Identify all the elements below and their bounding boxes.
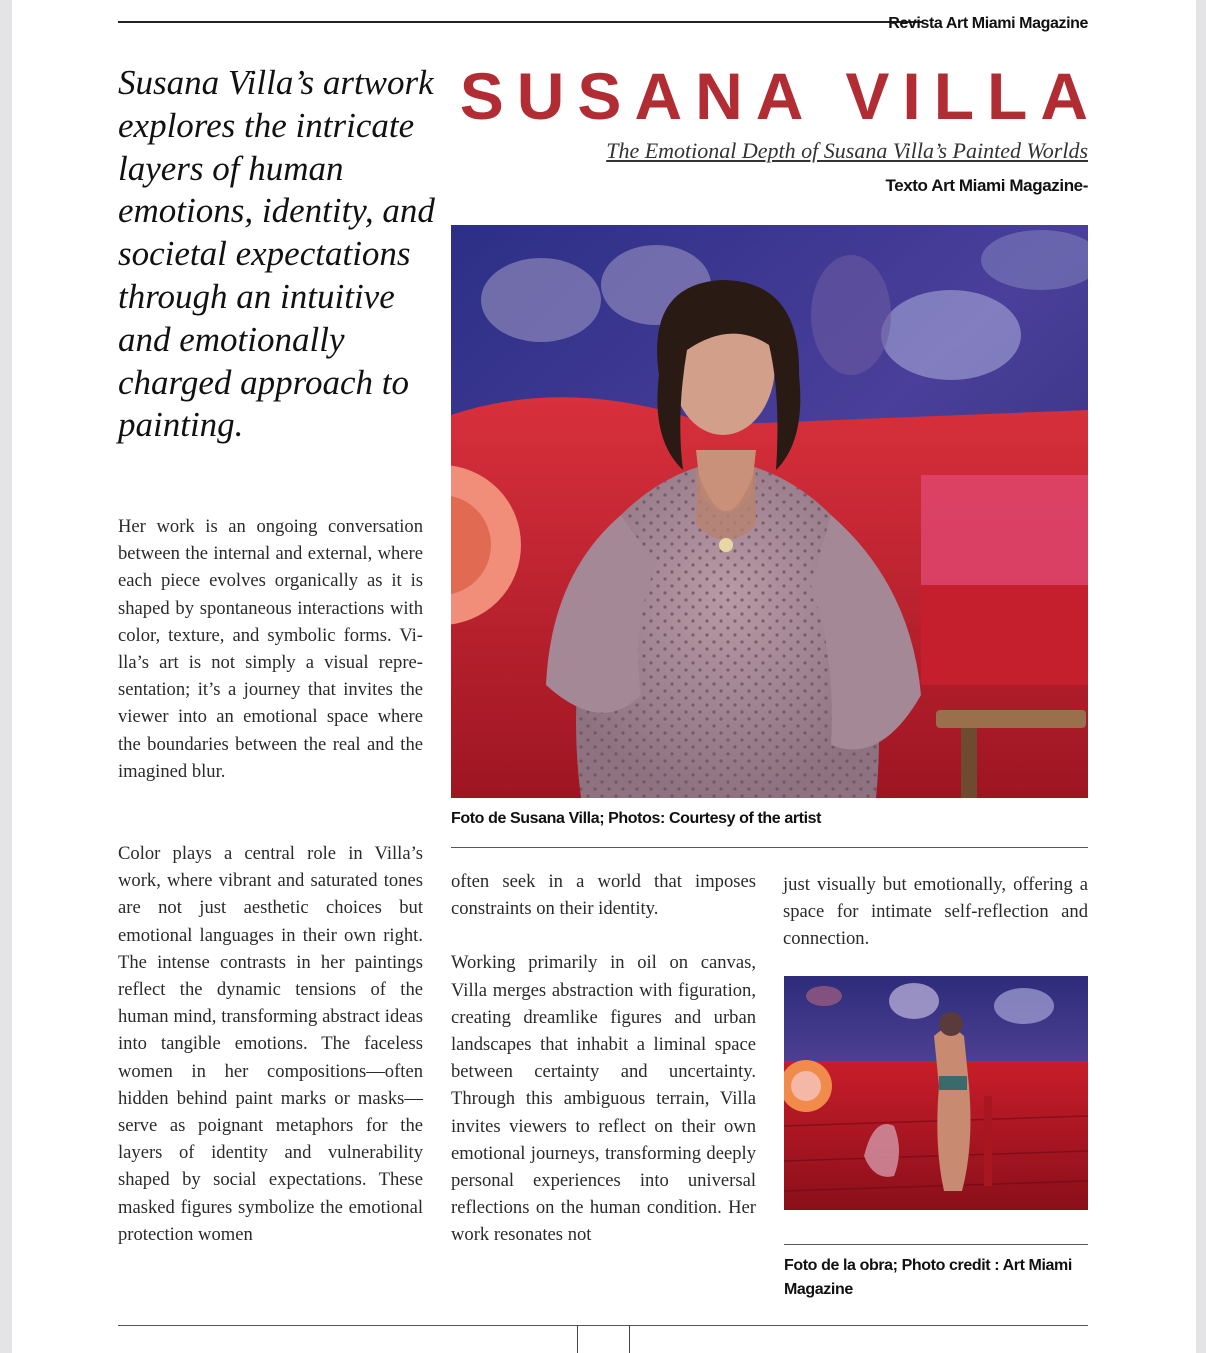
paragraph-3: Working primarily in oil on canvas, Villa merges abstraction with figuration, creating dreamlike figures and urban landscapes that inhabit a liminal space between certainty and uncertainty. Through this ambiguous terrain, Villa invites viewers to reflect on their own emotional journeys, transforming deeply personal experiences into universal reflections on the human condition. Her work resonates not bbox=[451, 952, 756, 1246]
paragraph-2: Color plays a central role in Villa’s work, where vibrant and saturated tones are not just aesthetic choices but emotional languages in their own right. The intense contrasts in her paintings reflect the dynamic tensions of the human mind, transforming abstract ideas into tangible emotions. The faceless women in her compositions—often hidden behind paint marks or masks—serve as poignant metaphors for the layers of identity and vulnerability shaped by social expectations. These masked figures symbolize the emotional protection women bbox=[118, 843, 423, 1245]
artwork-caption: Foto de la obra; Photo credit : Art Miami Magazine bbox=[784, 1257, 1072, 1298]
artwork-rule bbox=[784, 1244, 1088, 1245]
page-number-box bbox=[577, 1325, 630, 1353]
article-subtitle: The Emotional Depth of Susana Villa’s Painted Worlds bbox=[606, 138, 1088, 163]
column-2 bbox=[451, 868, 756, 1276]
paragraph-2-continued: often seek in a world that imposes constraints on their identity. bbox=[451, 871, 756, 920]
paragraph-1: Her work is an ongoing conversation between the internal and external, where each piece evolves organically as it is shaped by spontaneous interactions with color, texture, and symbolic forms. Villa’s art is not simply a visual representation; it’s a journey that invites the viewer into an emotional space where the boundaries between the real and the imagined blur. bbox=[118, 516, 423, 782]
article-title: SUSANA VILLA bbox=[459, 59, 1101, 133]
paragraph-3-continued: just visually but emotionally, offering a space for intimate self-reflection and connection. bbox=[783, 874, 1088, 950]
artist-photo bbox=[451, 225, 1088, 798]
magazine-name: Revista Art Miami Magazine bbox=[888, 15, 1088, 32]
photo-caption: Foto de Susana Villa; Photos: Courtesy of the artist bbox=[451, 810, 822, 827]
column-1-bottom bbox=[118, 840, 423, 1275]
column-1-top bbox=[118, 513, 423, 812]
column-3 bbox=[783, 871, 1088, 980]
magazine-page bbox=[12, 0, 1196, 1353]
byline: Texto Art Miami Magazine- bbox=[885, 176, 1088, 195]
artwork-photo bbox=[784, 976, 1088, 1210]
caption-rule bbox=[451, 847, 1088, 848]
pull-quote: Susana Villa’s artwork explores the intricate layers of human emotions, identity, and societal expectations through an intuitive and emotionally charged approach to painting. bbox=[118, 63, 435, 445]
header-rule bbox=[118, 21, 922, 23]
